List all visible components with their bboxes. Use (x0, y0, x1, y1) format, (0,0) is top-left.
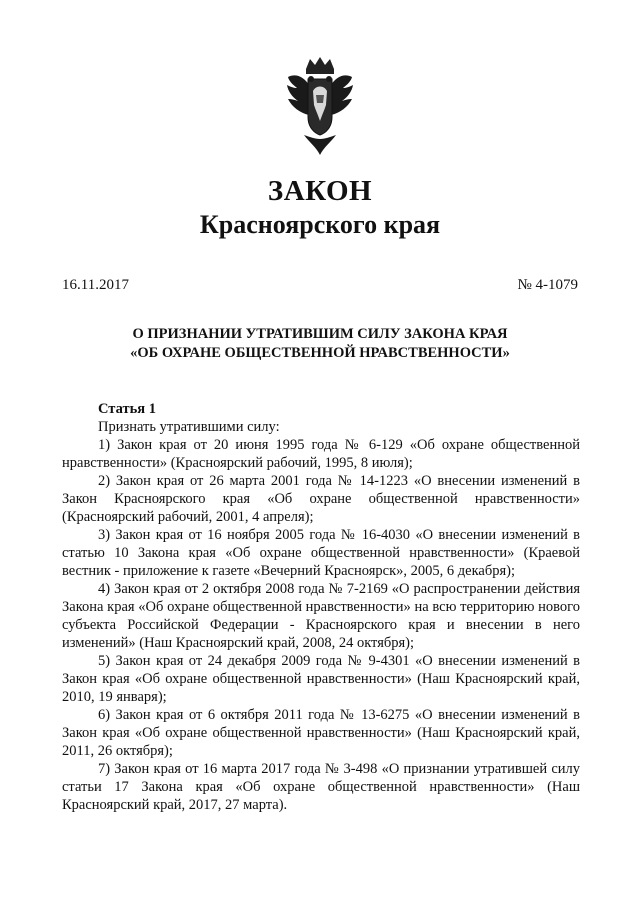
article-item-3: 3) Закон края от 16 ноября 2005 года № 16-4030 «О внесении изменений в статью 10 Закона края «Об охране общественной нравственности» (Краевой вестник - приложение к газете «Вечерний Красноярск», 2005, 6 декабря); (62, 527, 580, 579)
article-item-2: 2) Закон края от 26 марта 2001 года № 14-1223 «О внесении изменений в Закон Красноярского края «Об охране общественной нравственности» (Красноярский рабочий, 2001, 4 апреля); (62, 473, 580, 525)
document-region-subtitle: Красноярского края (199, 210, 441, 239)
document-date: 16.11.2017 (62, 277, 129, 293)
article-item-4: 4) Закон края от 2 октября 2008 года № 7-2169 «О распространении действия Закона края «Об охране общественной нравственности» на всю территорию нового субъекта Российской Федерации - Красноярского края и внесении в него изменений» (Наш Красноярский край, 2008, 24 октября); (62, 581, 580, 651)
law-title-line-1: О ПРИЗНАНИИ УТРАТИВШИМ СИЛУ ЗАКОНА КРАЯ (132, 326, 508, 342)
document-type-title: ЗАКОН (267, 175, 373, 207)
article-heading: Статья 1 (98, 401, 156, 417)
article-item-6: 6) Закон края от 6 октября 2011 года № 13-6275 «О внесении изменений в Закон края «Об охране общественной нравственности» (Наш Красноярский край, 2011, 26 октября); (62, 707, 580, 759)
article-intro: Признать утратившими силу: (98, 419, 280, 435)
article-item-1: 1) Закон края от 20 июня 1995 года № 6-129 «Об охране общественной нравственности» (Красноярский рабочий, 1995, 8 июля); (62, 437, 580, 471)
article-item-7: 7) Закон края от 16 марта 2017 года № 3-498 «О признании утратившей силу статьи 17 Закона края «Об охране общественной нравственности» (Наш Красноярский край, 2017, 27 марта). (62, 761, 580, 813)
law-title-line-2: «ОБ ОХРАНЕ ОБЩЕСТВЕННОЙ НРАВСТВЕННОСТИ» (130, 345, 510, 361)
krasnoyarsk-coat-of-arms-icon (282, 55, 358, 157)
law-title (0, 325, 640, 363)
document-number: № 4-1079 (517, 277, 578, 293)
article-1 (62, 400, 580, 814)
article-item-5: 5) Закон края от 24 декабря 2009 года № 9-4301 «О внесении изменений в Закон края «Об охране общественной нравственности» (Наш Красноярский край, 2010, 19 января); (62, 653, 580, 705)
